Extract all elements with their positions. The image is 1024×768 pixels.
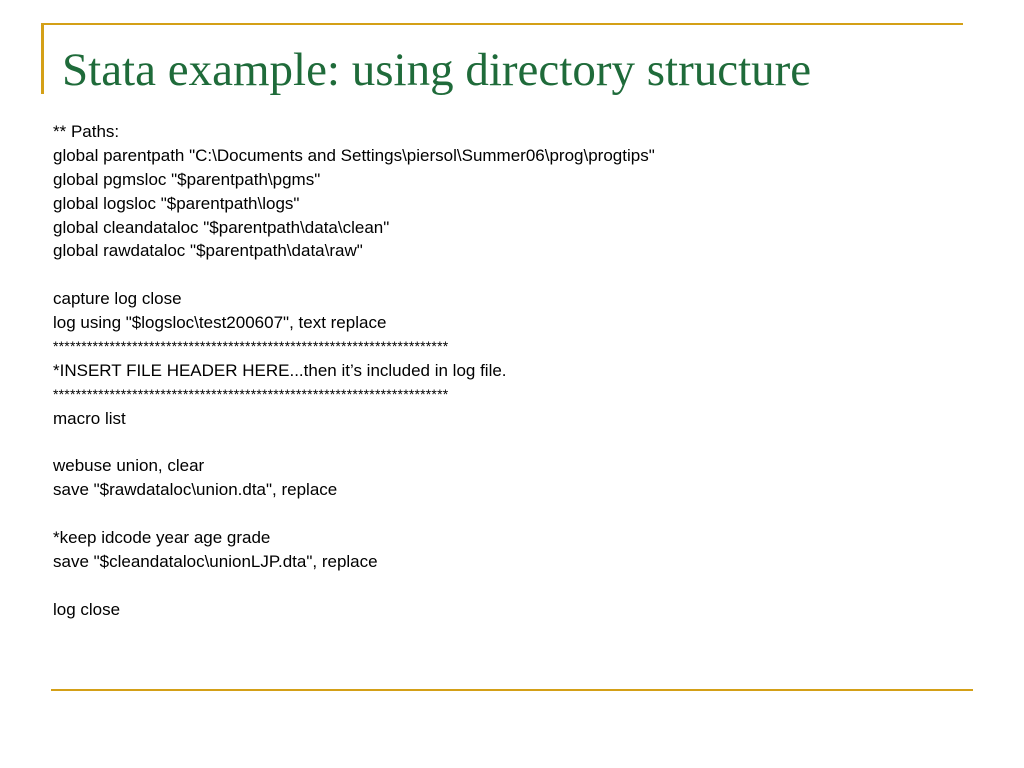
code-line: global pgmsloc "$parentpath\pgms" (53, 169, 321, 189)
footer-rule (51, 689, 973, 691)
code-line: webuse union, clear (53, 456, 205, 476)
code-line: global rawdataloc "$parentpath\data\raw" (53, 241, 363, 261)
code-line: global cleandataloc "$parentpath\data\clean" (53, 217, 390, 237)
code-line: ** Paths: (53, 122, 120, 141)
blank-line (53, 574, 953, 598)
title-accent-vertical-rule (41, 23, 44, 94)
code-line: save "$rawdataloc\union.dta", replace (53, 480, 338, 500)
title-accent-horizontal-rule (41, 23, 963, 25)
asterisk-divider: ********************************************************************** (53, 385, 449, 402)
code-line: log using "$logsloc\test200607", text replace (53, 313, 387, 333)
asterisk-divider: ********************************************************************** (53, 338, 449, 355)
code-line: macro list (53, 408, 126, 428)
code-line: log close (53, 599, 121, 619)
code-line: *INSERT FILE HEADER HERE...then it’s included in log file. (53, 360, 507, 380)
blank-line (53, 502, 953, 526)
code-body (53, 120, 953, 622)
blank-line (53, 431, 953, 455)
code-line: global parentpath "C:\Documents and Settings\piersol\Summer06\prog\progtips" (53, 145, 655, 165)
code-line: capture log close (53, 289, 182, 309)
blank-line (53, 263, 953, 287)
code-line: global logsloc "$parentpath\logs" (53, 193, 300, 213)
code-line: *keep idcode year age grade (53, 528, 271, 548)
slide-title: Stata example: using directory structure (62, 44, 812, 96)
code-line: save "$cleandataloc\unionLJP.dta", replace (53, 552, 378, 572)
